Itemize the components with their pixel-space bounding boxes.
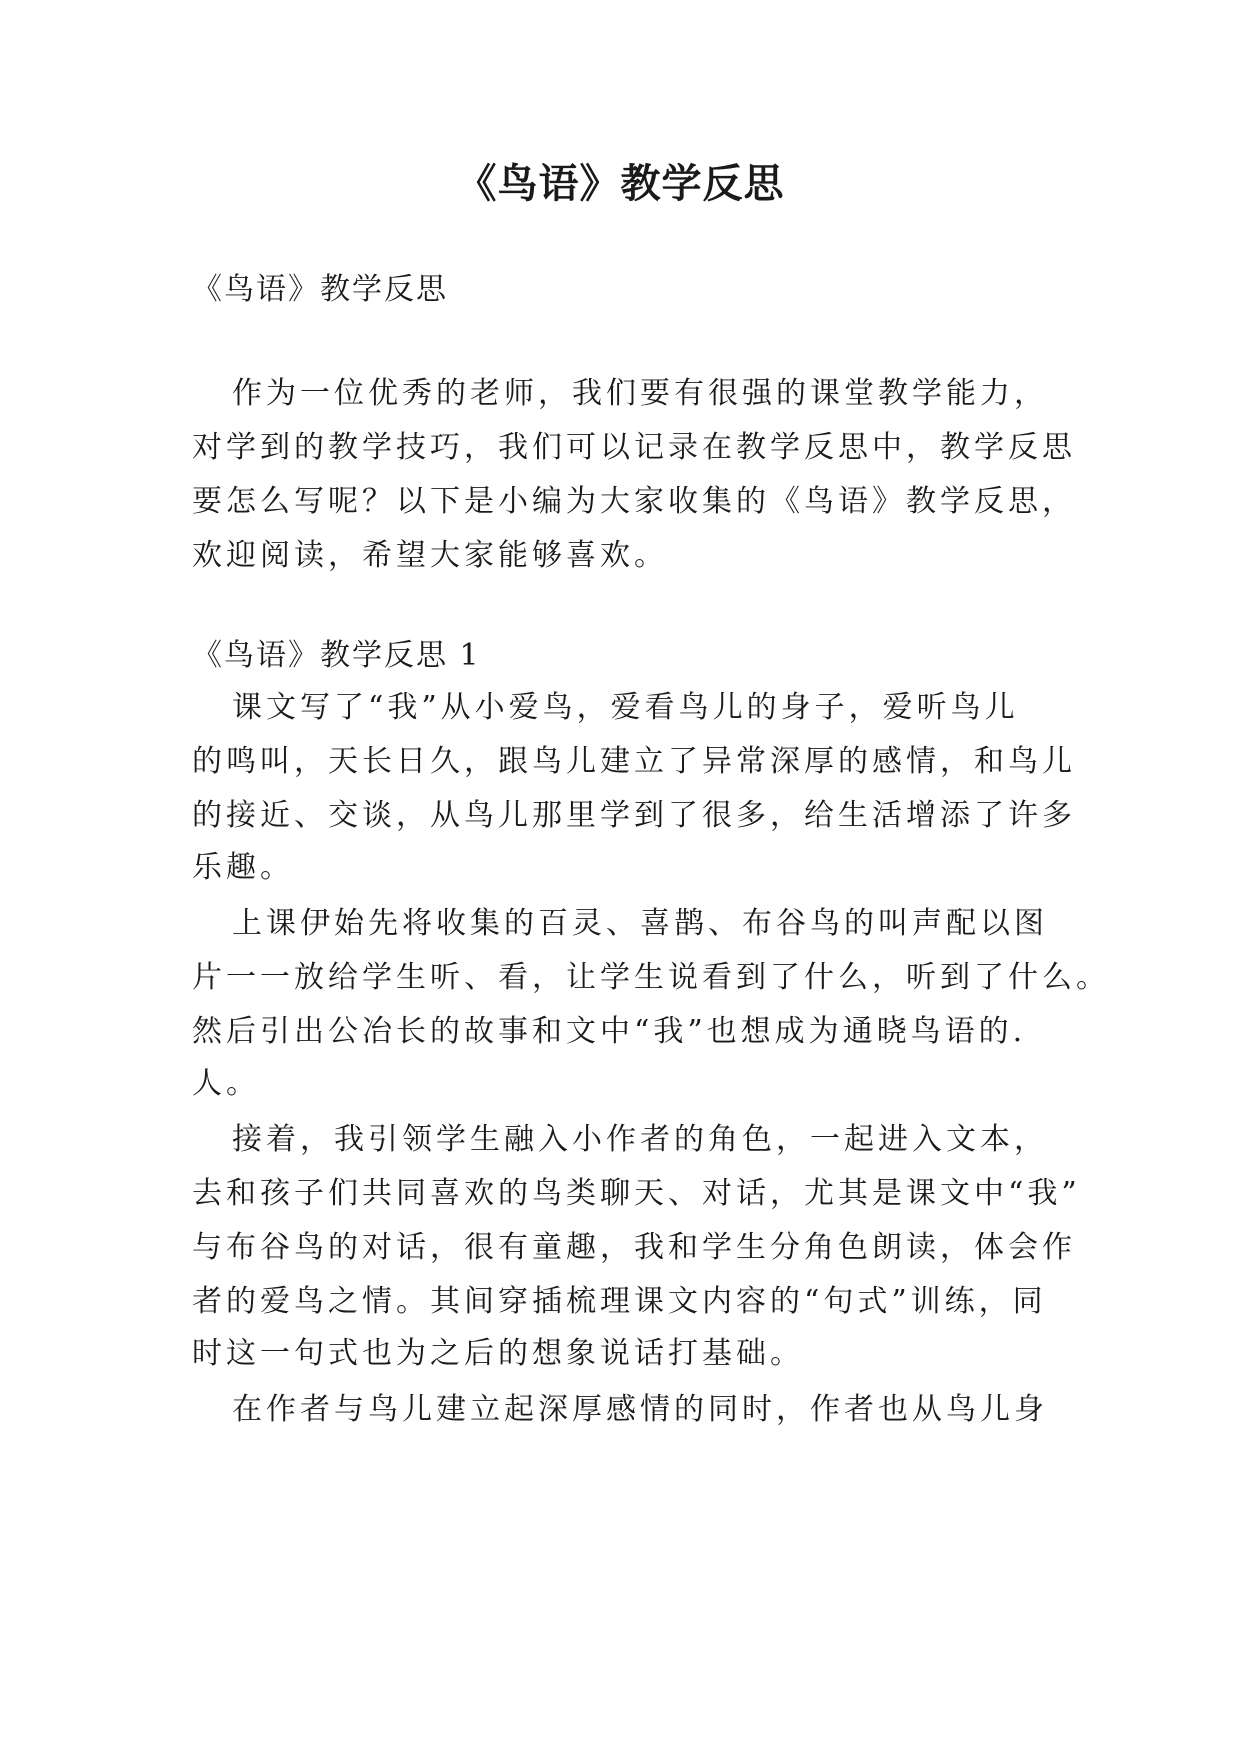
paragraph-line: 时这一句式也为之后的想象说话打基础。 xyxy=(192,1336,804,1371)
intro-line: 要怎么写呢？以下是小编为大家收集的《鸟语》教学反思， xyxy=(192,484,1076,519)
section-heading: 《鸟语》教学反思 1 xyxy=(192,638,481,673)
intro-line: 作为一位优秀的老师，我们要有很强的课堂教学能力， xyxy=(232,376,1048,411)
intro-line: 对学到的教学技巧，我们可以记录在教学反思中，教学反思 xyxy=(192,430,1076,465)
paragraph-line: 与布谷鸟的对话，很有童趣，我和学生分角色朗读，体会作 xyxy=(192,1230,1076,1265)
paragraph-line: 片一一放给学生听、看，让学生说看到了什么，听到了什么。 xyxy=(192,960,1110,995)
intro-line: 欢迎阅读，希望大家能够喜欢。 xyxy=(192,538,668,573)
paragraph-line: 的鸣叫，天长日久，跟鸟儿建立了异常深厚的感情，和鸟儿 xyxy=(192,744,1076,779)
paragraph-line: 的接近、交谈，从鸟儿那里学到了很多，给生活增添了许多 xyxy=(192,798,1076,833)
paragraph-line: 课文写了“我”从小爱鸟，爱看鸟儿的身子，爱听鸟儿 xyxy=(232,690,1019,725)
document-title: 《鸟语》教学反思 xyxy=(456,161,785,207)
paragraph-line: 者的爱鸟之情。其间穿插梳理课文内容的“句式”训练，同 xyxy=(192,1284,1047,1319)
paragraph-line: 去和孩子们共同喜欢的鸟类聊天、对话，尤其是课文中“我” xyxy=(192,1176,1081,1211)
document-subtitle: 《鸟语》教学反思 xyxy=(192,272,448,307)
paragraph-line: 在作者与鸟儿建立起深厚感情的同时，作者也从鸟儿身 xyxy=(232,1392,1048,1427)
paragraph-line: 乐趣。 xyxy=(192,850,294,885)
paragraph-line: 上课伊始先将收集的百灵、喜鹊、布谷鸟的叫声配以图 xyxy=(232,906,1048,941)
paragraph-line: 接着，我引领学生融入小作者的角色，一起进入文本， xyxy=(232,1122,1048,1157)
paragraph-line: 然后引出公冶长的故事和文中“我”也想成为通晓鸟语的. xyxy=(192,1014,1027,1049)
paragraph-line: 人。 xyxy=(192,1066,260,1101)
